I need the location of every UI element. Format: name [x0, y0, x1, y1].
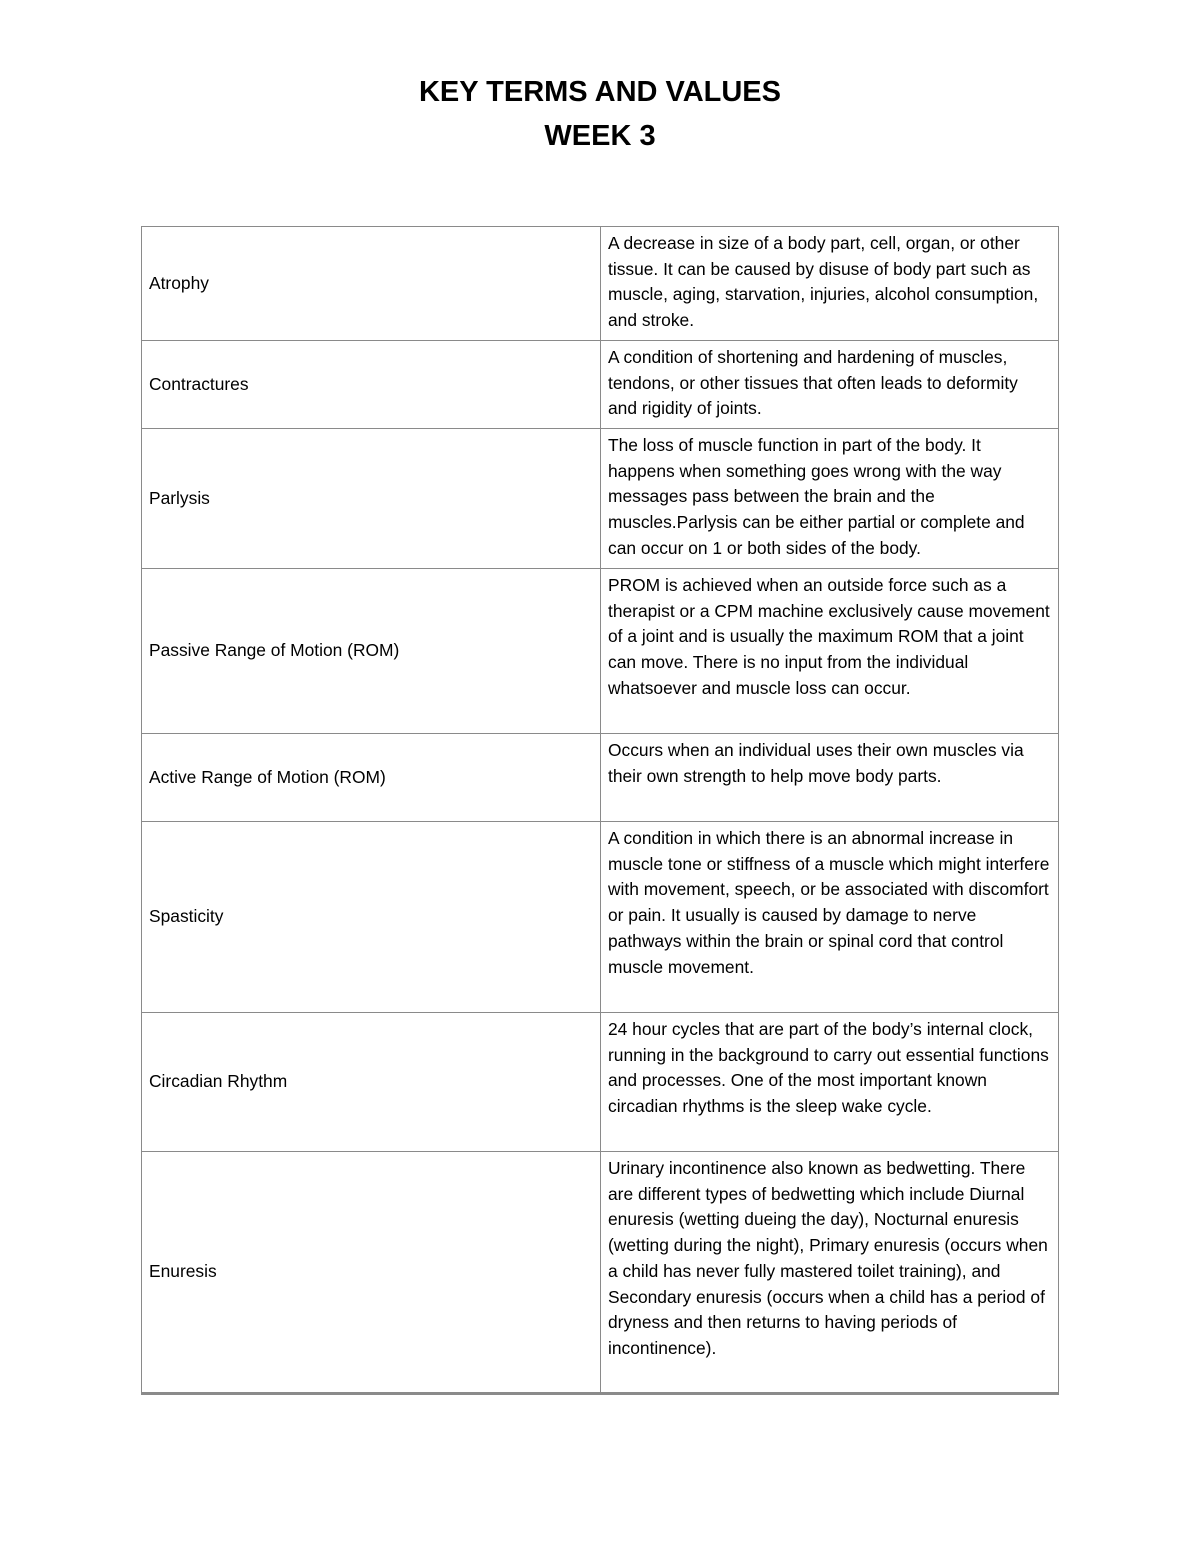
- page-title: KEY TERMS AND VALUES: [418, 76, 781, 108]
- table-row: [142, 341, 1059, 429]
- term-cell: Passive Range of Motion (ROM): [142, 569, 601, 734]
- definition-cell: A condition of shortening and hardening of muscles, tendons, or other tissues that often leads to deformity and rigidity of joints.: [601, 341, 1059, 429]
- term-cell: Contractures: [142, 341, 601, 429]
- document-header: [0, 70, 1200, 158]
- table-row: [142, 429, 1059, 569]
- table-row: [142, 1152, 1059, 1394]
- definition-cell: Occurs when an individual uses their own muscles via their own strength to help move body parts.: [601, 734, 1059, 822]
- table-row: [142, 227, 1059, 341]
- term-cell: Enuresis: [142, 1152, 601, 1394]
- term-cell: Atrophy: [142, 227, 601, 341]
- definition-cell: A condition in which there is an abnormal increase in muscle tone or stiffness of a muscle which might interfere with movement, speech, or be associated with discomfort or pain. It usually is caused by damage to nerve pathways within the brain or spinal cord that control muscle movement.: [601, 822, 1059, 1013]
- key-terms-table: [141, 226, 1059, 1395]
- definition-cell: A decrease in size of a body part, cell, organ, or other tissue. It can be caused by disuse of body part such as muscle, aging, starvation, injuries, alcohol consumption, and stroke.: [601, 227, 1059, 341]
- definition-cell: Urinary incontinence also known as bedwetting. There are different types of bedwetting which include Diurnal enuresis (wetting dueing the day), Nocturnal enuresis (wetting during the night), Primary enuresis (occurs when a child has never fully mastered toilet training), and Secondary enuresis (occurs when a child has a period of dryness and then returns to having periods of incontinence).: [601, 1152, 1059, 1394]
- page-subtitle: WEEK 3: [544, 120, 656, 152]
- term-cell: Active Range of Motion (ROM): [142, 734, 601, 822]
- definition-cell: The loss of muscle function in part of the body. It happens when something goes wrong with the way messages pass between the brain and the muscles.Parlysis can be either partial or complete and can occur on 1 or both sides of the body.: [601, 429, 1059, 569]
- definition-cell: PROM is achieved when an outside force such as a therapist or a CPM machine exclusively cause movement of a joint and is usually the maximum ROM that a joint can move. There is no input from the individual whatsoever and muscle loss can occur.: [601, 569, 1059, 734]
- table-row: [142, 1013, 1059, 1152]
- table-row: [142, 734, 1059, 822]
- table-row: [142, 822, 1059, 1013]
- table-row: [142, 569, 1059, 734]
- definition-cell: 24 hour cycles that are part of the body’s internal clock, running in the background to carry out essential functions and processes. One of the most important known circadian rhythms is the sleep wake cycle.: [601, 1013, 1059, 1152]
- term-cell: Circadian Rhythm: [142, 1013, 601, 1152]
- term-cell: Parlysis: [142, 429, 601, 569]
- term-cell: Spasticity: [142, 822, 601, 1013]
